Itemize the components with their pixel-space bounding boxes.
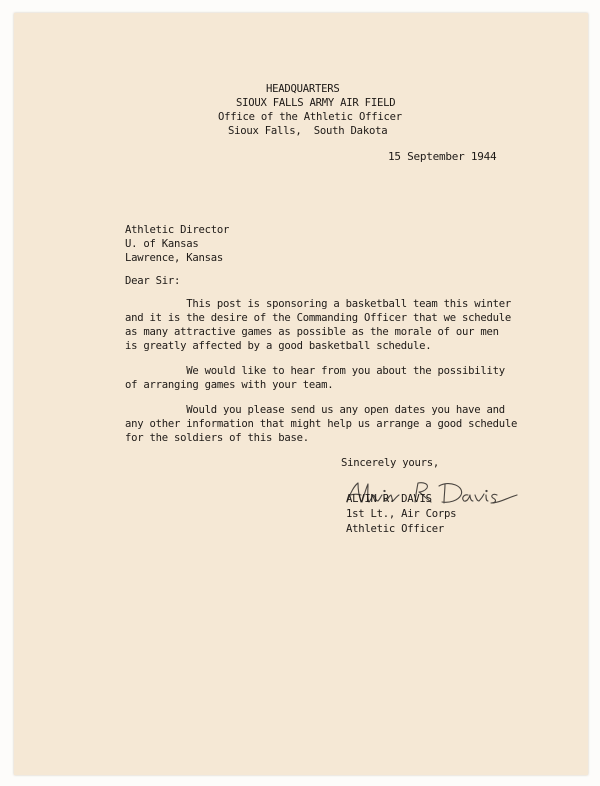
closing: Sincerely yours, [341, 457, 440, 469]
body-paragraph-1-line-1: This post is sponsoring a basketball team this winter [125, 298, 512, 310]
signer-title: Athletic Officer [346, 523, 445, 535]
body-paragraph-1-line-3: as many attractive games as possible as the morale of our men [125, 326, 499, 338]
letterhead-unit: SIOUX FALLS ARMY AIR FIELD [236, 97, 396, 109]
letterhead-headquarters: HEADQUARTERS [266, 83, 340, 95]
signer-name: ALVIN R. DAVIS [346, 493, 432, 505]
recipient-institution: U. of Kansas [125, 238, 199, 250]
letter-page [14, 13, 588, 775]
body-paragraph-2-line-1: We would like to hear from you about the possibility [125, 365, 505, 377]
body-paragraph-3-line-1: Would you please send us any open dates you have and [125, 404, 505, 416]
letterhead-location: Sioux Falls, South Dakota [228, 125, 388, 137]
body-paragraph-1-line-2: and it is the desire of the Commanding Officer that we schedule [125, 312, 512, 324]
letterhead-office: Office of the Athletic Officer [218, 111, 402, 123]
body-paragraph-3-line-2: any other information that might help us arrange a good schedule [125, 418, 518, 430]
body-paragraph-1-line-4: is greatly affected by a good basketball schedule. [125, 340, 432, 352]
salutation: Dear Sir: [125, 275, 181, 287]
body-paragraph-2-line-2: of arranging games with your team. [125, 379, 334, 391]
body-paragraph-3-line-3: for the soldiers of this base. [125, 432, 309, 444]
recipient-title: Athletic Director [125, 224, 230, 236]
signer-rank: 1st Lt., Air Corps [346, 508, 457, 520]
recipient-city: Lawrence, Kansas [125, 252, 224, 264]
letter-date: 15 September 1944 [388, 150, 497, 163]
